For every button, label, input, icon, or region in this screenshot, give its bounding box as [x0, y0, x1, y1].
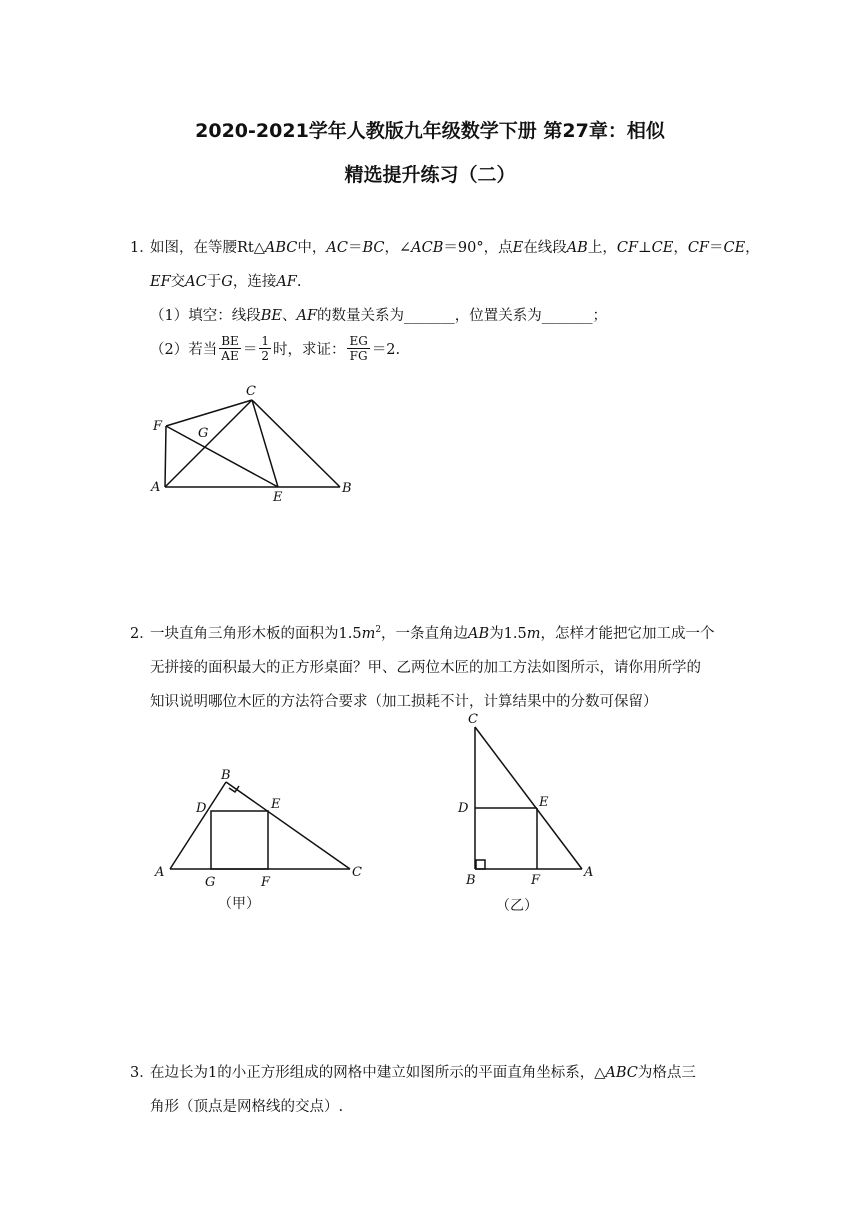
question-2-line-3: 知识说明哪位木匠的方法符合要求（加工损耗不计，计算结果中的分数可保留） [150, 694, 658, 710]
label-b: B [342, 481, 352, 496]
label-c: C [246, 384, 256, 399]
caption-jia: （甲） [218, 896, 260, 912]
label-f: F [531, 873, 541, 888]
label-b: B [221, 768, 231, 783]
label-e: E [273, 490, 283, 505]
question-3-line-1: 在边长为1的小正方形组成的网格中建立如图所示的平面直角坐标系，△ABC为格点三 [150, 1065, 696, 1081]
fraction-be-ae: $\frac{BE}{AE}$ [221, 334, 239, 363]
right-angle-mark-b [476, 860, 485, 869]
label-a: A [151, 480, 161, 495]
label-e: E [271, 797, 281, 812]
label-a: A [584, 865, 594, 880]
label-e: E [539, 795, 549, 810]
caption-yi: （乙） [496, 898, 538, 914]
segment-ca [475, 727, 582, 869]
label-c: C [352, 865, 362, 880]
question-3-number: 3． [130, 1065, 154, 1081]
label-g: G [198, 426, 209, 441]
question-1-number: 1． [130, 240, 154, 256]
question-1-line-2: EF交AC于G，连接AF. [150, 274, 302, 290]
label-d: D [458, 801, 469, 816]
label-d: D [196, 801, 207, 816]
question-2-line-2: 无拼接的面积最大的正方形桌面？甲、乙两位木匠的加工方法如图所示，请你用所学的 [150, 660, 701, 676]
label-g: G [205, 875, 216, 890]
label-b: B [466, 873, 476, 888]
question-1-part-1: （1）填空：线段BE、AF的数量关系为_______，位置关系为_______； [150, 308, 608, 324]
label-a: A [155, 865, 165, 880]
fraction-eg-fg: $\frac{EG}{FG}$ [349, 334, 368, 363]
label-f: F [261, 875, 271, 890]
question-2-line-1: 一块直角三角形木板的面积为$1.5m^2$，一条直角边AB为1.5m，怎样才能把它加工成一个 [150, 625, 715, 642]
fraction-one-half: $\frac{1}{2}$ [261, 334, 269, 363]
question-1-part-2: （2）若当 $\frac{BE}{AE}$ ＝ $\frac{1}{2}$ 时，求证： $\frac{EG}{FG}$ ＝2. [150, 334, 401, 363]
page-subtitle: 精选提升练习（二） [344, 164, 516, 186]
label-f: F [153, 419, 163, 434]
page-title: 2020-2021学年人教版九年级数学下册 第27章：相似 [195, 120, 665, 142]
question-2-number: 2． [130, 626, 154, 642]
question-1-line-1: 如图，在等腰Rt△ABC中，AC＝BC，∠ACB＝90°，点E在线段AB上，CF⊥CE，CF＝CE， [150, 240, 760, 256]
question-3-line-2: 角形（顶点是网格线的交点）. [150, 1099, 344, 1115]
label-c: C [468, 712, 478, 727]
